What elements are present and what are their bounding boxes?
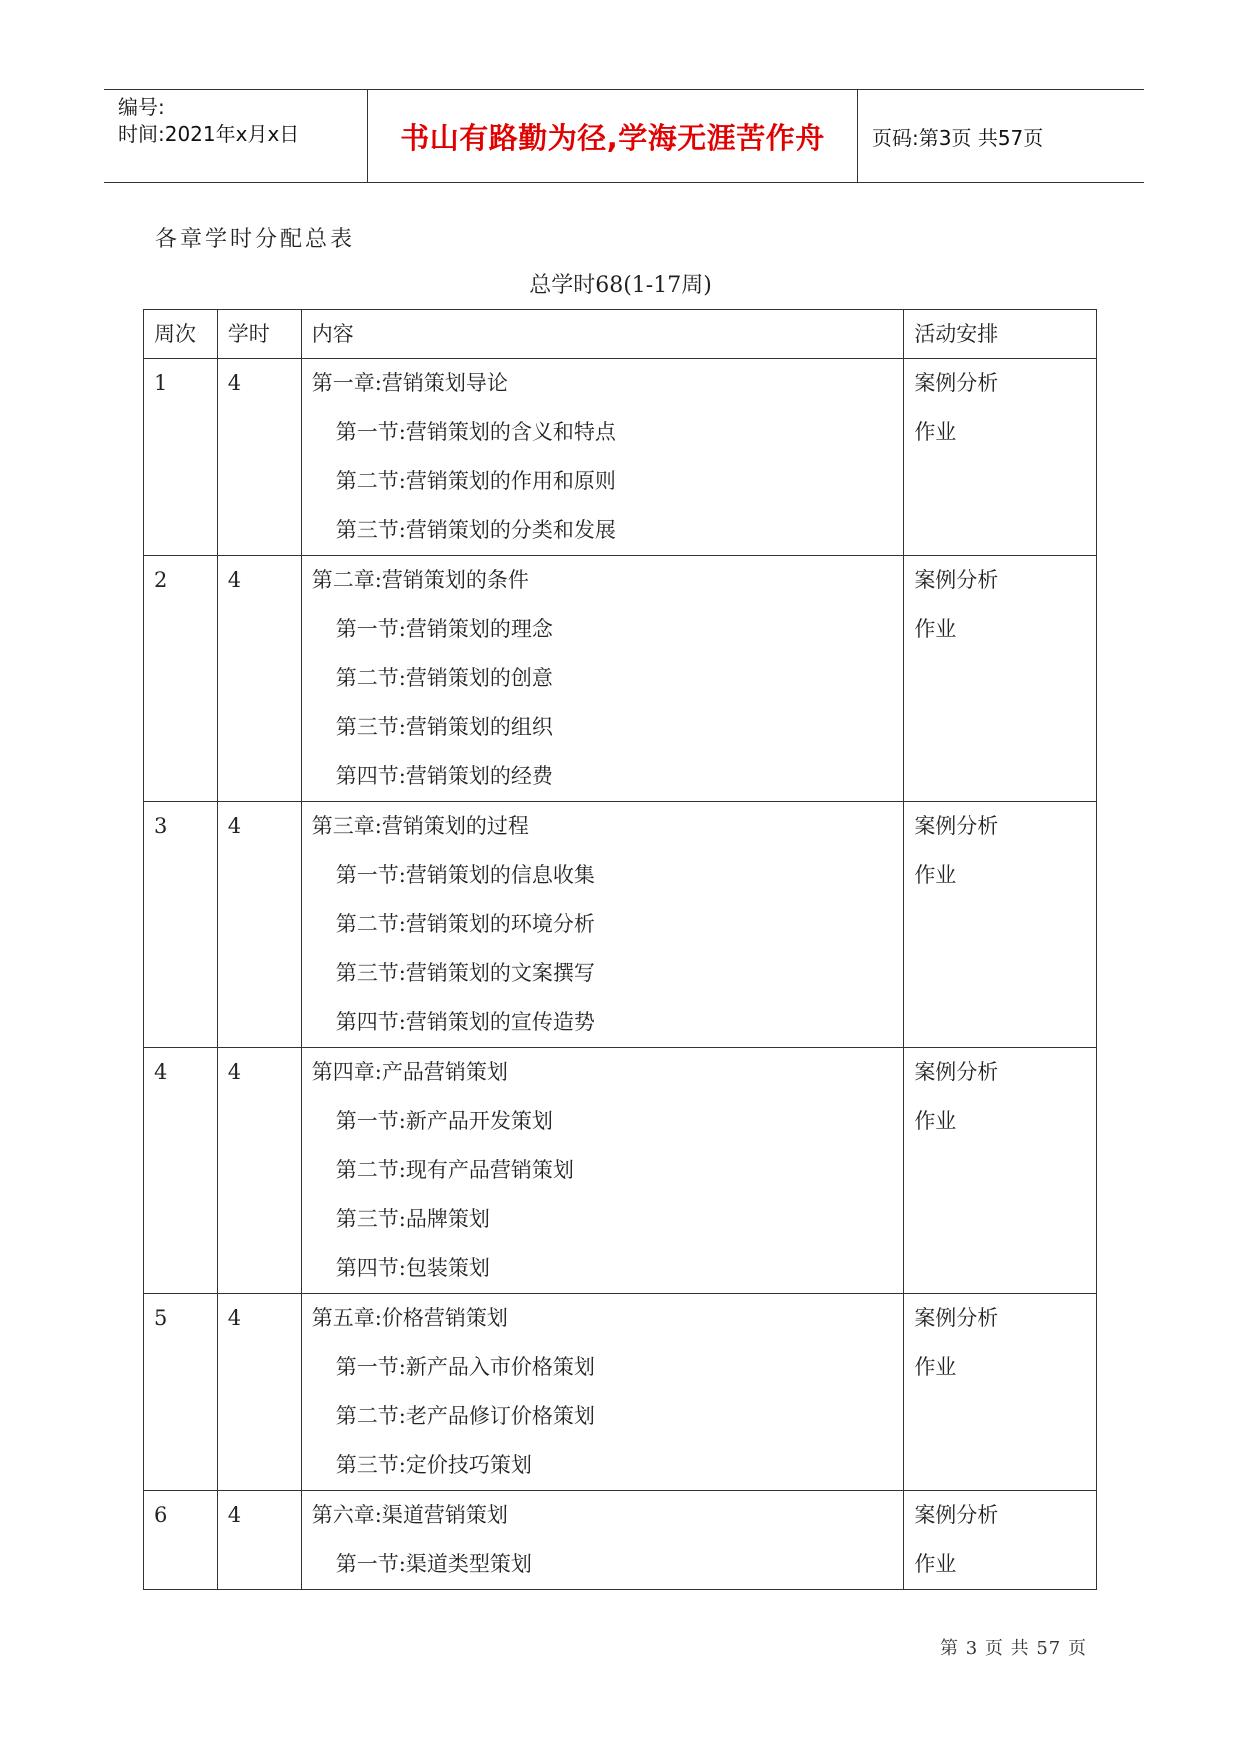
week-value: 1 [154,371,168,395]
cell-activity [904,802,1097,1048]
header-motto: 书山有路勤为径,学海无涯苦作舟 [368,90,858,182]
hours-value: 4 [227,568,242,592]
chapter-title: 第一章:营销策划导论 [311,371,508,395]
header-page-code: 页码:第3页 共57页 [872,125,1044,150]
section-item: 第二节:老产品修订价格策划 [335,1404,595,1428]
cell-content [301,556,904,802]
table-row [144,802,1097,1048]
chapter-title: 第六章:渠道营销策划 [311,1503,508,1527]
cell-hours [217,359,301,556]
schedule-table [143,309,1097,1590]
section-item: 第一节:营销策划的含义和特点 [335,420,616,444]
hours-value: 4 [227,371,242,395]
cell-content [301,802,904,1048]
cell-activity [904,1048,1097,1294]
header-week: 周次 [144,310,218,359]
activity-item: 案例分析 [914,1503,999,1527]
chapter-title: 第四章:产品营销策划 [311,1060,508,1084]
cell-week [144,1491,218,1590]
cell-hours [217,802,301,1048]
activity-item: 作业 [914,1355,957,1379]
cell-activity [904,556,1097,802]
table-row [144,359,1097,556]
section-item: 第四节:营销策划的宣传造势 [335,1010,595,1034]
cell-activity [904,1491,1097,1590]
cell-content [301,1048,904,1294]
cell-activity [904,1294,1097,1491]
section-item: 第三节:品牌策划 [335,1207,490,1231]
activity-item: 作业 [914,1552,957,1576]
section-item: 第四节:营销策划的经费 [335,764,553,788]
activity-item: 作业 [914,420,957,444]
cell-hours [217,556,301,802]
cell-activity [904,359,1097,556]
section-item: 第一节:新产品入市价格策划 [335,1355,595,1379]
section-item: 第三节:定价技巧策划 [335,1453,532,1477]
activity-item: 案例分析 [914,814,999,838]
chapter-title: 第二章:营销策划的条件 [311,568,529,592]
header-activity: 活动安排 [904,310,1097,359]
hours-value: 4 [227,1503,242,1527]
section-item: 第一节:渠道类型策划 [335,1552,532,1576]
total-hours-title: 总学时68(1-17周) [529,273,712,298]
page-footer: 第 3 页 共 57 页 [940,1638,1087,1659]
section-item: 第二节:现有产品营销策划 [335,1158,574,1182]
section-item: 第二节:营销策划的创意 [335,666,553,690]
hours-value: 4 [227,1306,242,1330]
page-header [104,89,1144,183]
chapter-title: 第三章:营销策划的过程 [311,814,529,838]
section-item: 第一节:新产品开发策划 [335,1109,553,1133]
section-item: 第三节:营销策划的组织 [335,715,553,739]
activity-item: 案例分析 [914,371,999,395]
hours-value: 4 [227,1060,242,1084]
table-row [144,1294,1097,1491]
document-time-label: 时间:2021年x月x日 [118,122,300,146]
week-value: 3 [154,814,168,838]
cell-week [144,556,218,802]
table-row [144,556,1097,802]
header-meta [104,90,368,182]
cell-hours [217,1491,301,1590]
activity-item: 案例分析 [914,1306,999,1330]
section-item: 第二节:营销策划的作用和原则 [335,469,616,493]
cell-week [144,1294,218,1491]
week-value: 5 [154,1306,168,1330]
activity-item: 作业 [914,863,957,887]
activity-item: 作业 [914,617,957,641]
cell-content [301,1491,904,1590]
cell-week [144,359,218,556]
cell-content [301,359,904,556]
activity-item: 案例分析 [914,568,999,592]
section-item: 第三节:营销策划的分类和发展 [335,518,616,542]
week-value: 6 [154,1503,168,1527]
activity-item: 作业 [914,1109,957,1133]
cell-week [144,802,218,1048]
document-number-label: 编号: [118,95,165,119]
activity-item: 案例分析 [914,1060,999,1084]
section-item: 第一节:营销策划的信息收集 [335,863,595,887]
section-item: 第一节:营销策划的理念 [335,617,553,641]
cell-hours [217,1294,301,1491]
week-value: 4 [154,1060,168,1084]
table-row [144,1048,1097,1294]
table-body [144,359,1097,1590]
cell-week [144,1048,218,1294]
header-hours: 学时 [217,310,301,359]
cell-hours [217,1048,301,1294]
chapter-title: 第五章:价格营销策划 [311,1306,508,1330]
header-content: 内容 [301,310,904,359]
hours-value: 4 [227,814,242,838]
table-row [144,1491,1097,1590]
section-item: 第二节:营销策划的环境分析 [335,912,595,936]
section-item: 第四节:包装策划 [335,1256,490,1280]
table-header-row [144,310,1097,359]
cell-content [301,1294,904,1491]
section-title: 各章学时分配总表 [155,227,356,252]
week-value: 2 [154,568,168,592]
section-item: 第三节:营销策划的文案撰写 [335,961,595,985]
